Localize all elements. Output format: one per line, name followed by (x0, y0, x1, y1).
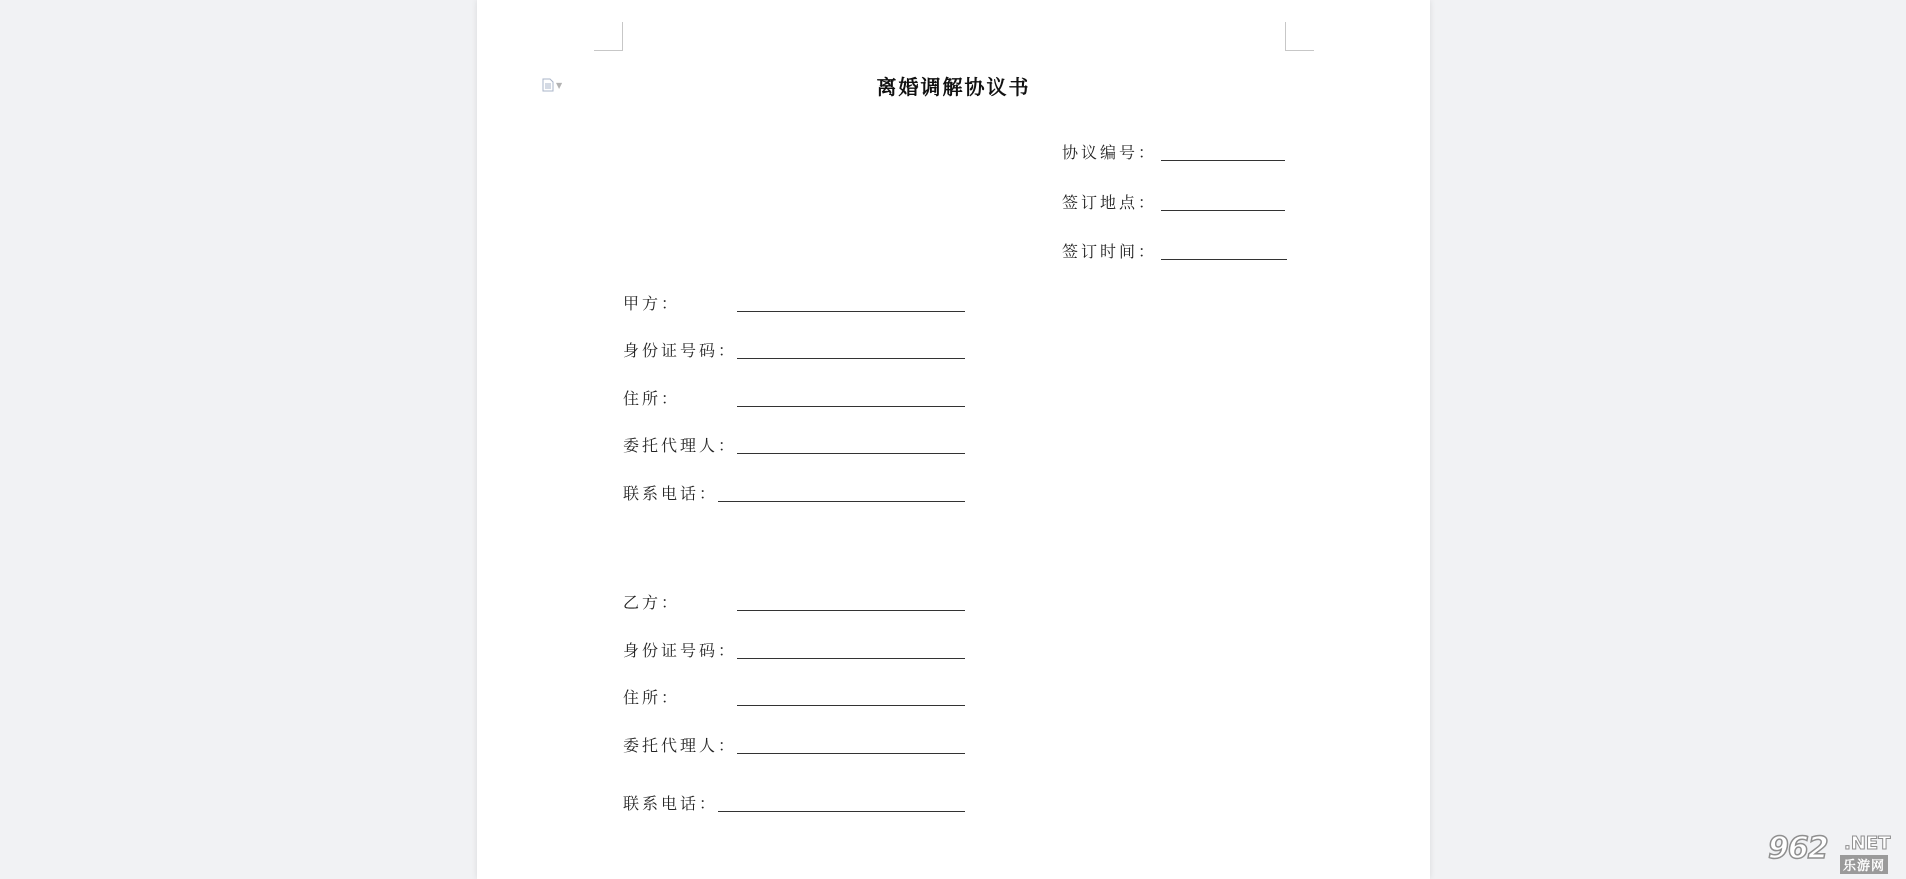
party-b-address-line (737, 705, 965, 706)
party-b-phone-line (718, 811, 965, 812)
document-page[interactable] (477, 0, 1430, 879)
party-b-field[interactable] (623, 590, 965, 613)
signing-time-label: 签订时间： (1062, 242, 1158, 261)
signing-place-label: 签订地点： (1062, 193, 1158, 212)
party-a-label: 甲方： (623, 294, 681, 313)
signing-time-field[interactable] (1062, 239, 1287, 262)
party-b-id-line (737, 658, 965, 659)
party-b-address-label: 住所： (623, 688, 681, 707)
party-b-address-field[interactable] (623, 685, 965, 708)
party-a-agent-field[interactable] (623, 433, 965, 456)
party-a-id-line (737, 358, 965, 359)
party-b-id-label: 身份证号码： (623, 641, 738, 660)
party-a-phone-label: 联系电话： (623, 484, 719, 503)
watermark-logo: 962 (1768, 831, 1828, 866)
party-a-line (737, 311, 965, 312)
document-title: 离婚调解协议书 (876, 75, 1031, 99)
crop-mark-top-left (594, 22, 623, 51)
party-a-phone-line (718, 501, 965, 502)
party-a-address-label: 住所： (623, 389, 681, 408)
party-b-label: 乙方： (623, 593, 681, 612)
party-b-phone-label: 联系电话： (623, 794, 719, 813)
party-b-agent-field[interactable] (623, 733, 965, 756)
party-a-agent-line (737, 453, 965, 454)
party-a-address-field[interactable] (623, 386, 965, 409)
watermark-suffix: .NET (1844, 833, 1891, 854)
party-a-address-line (737, 406, 965, 407)
party-b-agent-label: 委托代理人： (623, 736, 738, 755)
party-a-agent-label: 委托代理人： (623, 436, 738, 455)
chevron-down-icon: ▼ (556, 80, 563, 90)
party-a-phone-field[interactable] (623, 481, 965, 504)
party-a-field[interactable] (623, 291, 965, 314)
agreement-number-line (1161, 160, 1285, 161)
agreement-number-field[interactable] (1062, 140, 1285, 163)
agreement-number-label: 协议编号： (1062, 143, 1158, 162)
signing-time-line (1161, 259, 1287, 260)
party-b-line (737, 610, 965, 611)
watermark-subtext: 乐游网 (1840, 855, 1888, 874)
crop-mark-top-right (1285, 22, 1314, 51)
site-watermark (1768, 831, 1898, 875)
party-a-id-field[interactable] (623, 338, 965, 361)
party-b-phone-field[interactable] (623, 791, 965, 814)
party-b-id-field[interactable] (623, 638, 965, 661)
signing-place-line (1161, 210, 1285, 211)
party-b-agent-line (737, 753, 965, 754)
signing-place-field[interactable] (1062, 190, 1285, 213)
party-a-id-label: 身份证号码： (623, 341, 738, 360)
